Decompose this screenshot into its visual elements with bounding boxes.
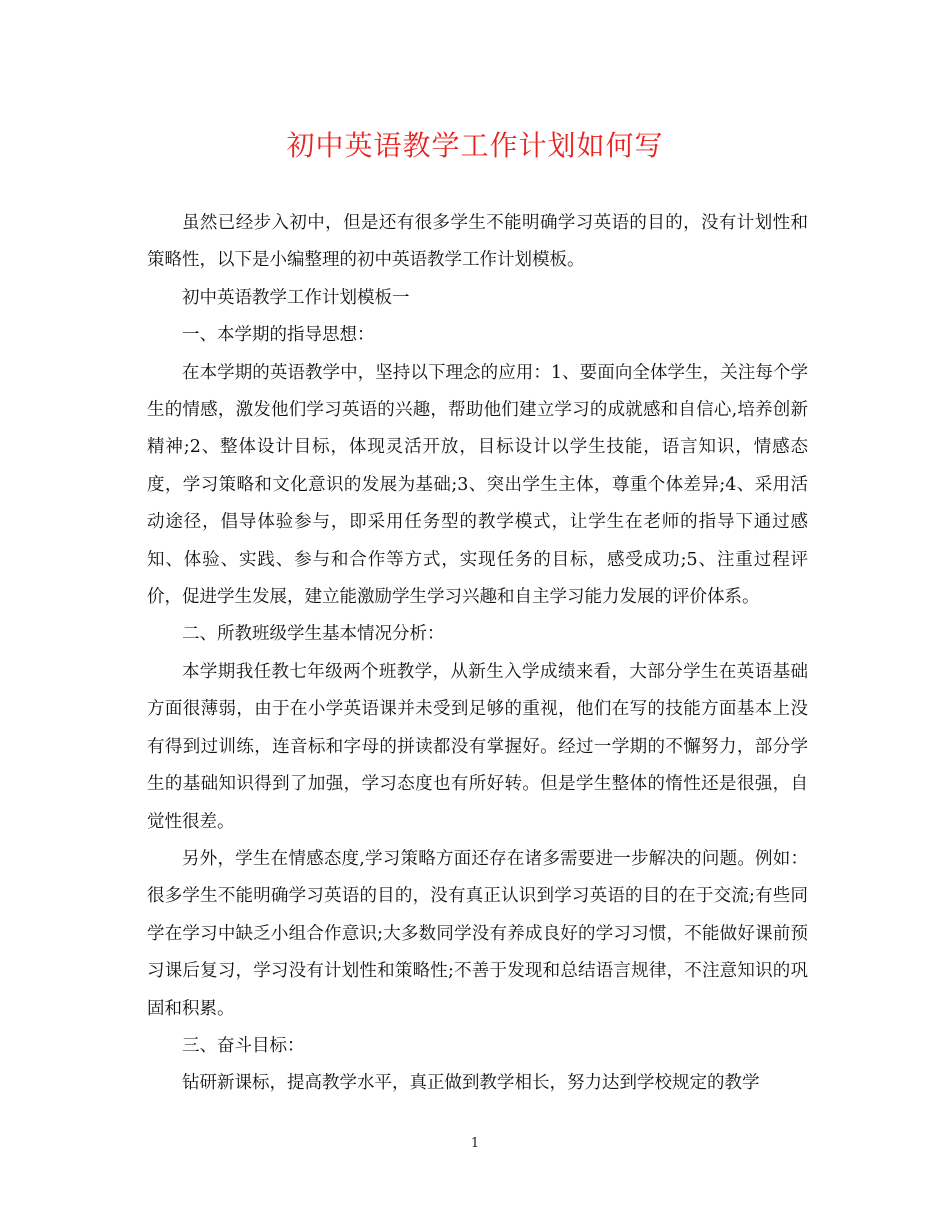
paragraph-goals: 钻研新课标，提高教学水平，真正做到教学相长，努力达到学校规定的教学 — [182, 1073, 760, 1094]
section-heading-class-analysis: 二、所教班级学生基本情况分析： — [182, 624, 445, 645]
section-heading-goals: 三、奋斗目标： — [182, 1035, 305, 1056]
paragraph-additional-issues: 另外，学生在情感态度,学习策略方面还存在诸多需要进一步解决的问题。例如：很多学生不能明确学习英语的目的，没有真正认识到学习英语的目的在于交流;有些同学在学习中缺乏小组合作意识;大多数同学没有养成良好的学习习惯，不能做好课前预习课后复习，学习没有计划性和策略性;不善于发现和总结语言规律，不注意知识的巩固和积累。 — [147, 848, 808, 1019]
paragraph-intro: 虽然已经步入初中，但是还有很多学生不能明确学习英语的目的，没有计划性和策略性，以下是小编整理的初中英语教学工作计划模板。 — [147, 213, 808, 271]
paragraph-guiding-thought: 在本学期的英语教学中，坚持以下理念的应用：1、要面向全体学生，关注每个学生的情感，激发他们学习英语的兴趣，帮助他们建立学习的成就感和自信心,培养创新精神;2、整体设计目标，体现灵活开放，目标设计以学生技能，语言知识，情感态度，学习策略和文化意识的发展为基础;3、突出学生主体，尊重个体差异;4、采用活动途径，倡导体验参与，即采用任务型的教学模式，让学生在老师的指导下通过感知、体验、实践、参与和合作等方式，实现任务的目标，感受成功;5、注重过程评价，促进学生发展，建立能激励学生学习兴趣和自主学习能力发展的评价体系。 — [147, 362, 808, 608]
paragraph-template-heading: 初中英语教学工作计划模板一 — [182, 287, 410, 308]
document-title: 初中英语教学工作计划如何写 — [286, 129, 664, 162]
page-number: 1 — [470, 1136, 480, 1151]
section-heading-guiding-thought: 一、本学期的指导思想： — [182, 325, 375, 346]
paragraph-class-analysis: 本学期我任教七年级两个班教学，从新生入学成绩来看，大部分学生在英语基础方面很薄弱，由于在小学英语课并未受到足够的重视，他们在写的技能方面基本上没有得到过训练，连音标和字母的拼读都没有掌握好。经过一学期的不懈努力，部分学生的基础知识得到了加强，学习态度也有所好转。但是学生整体的惰性还是很强，自觉性很差。 — [147, 661, 808, 832]
document-body — [147, 205, 808, 1103]
